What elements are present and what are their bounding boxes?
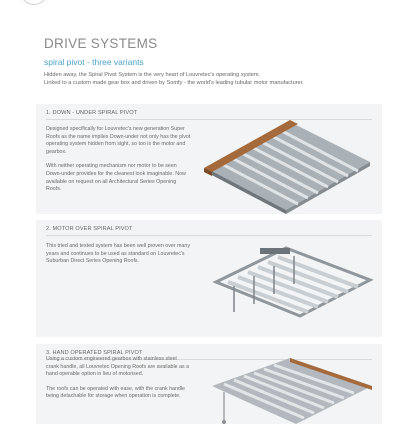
louvre-roof-render — [204, 120, 370, 214]
section-paragraph: Designed specifically for Louvretec's new generation Super Roofs as the name implies Down-under not only has the pivot operating system hidden from sight, so too is the motor and gearbox. — [46, 126, 191, 155]
section-motor-over-spiral-pivot — [36, 220, 382, 337]
section-body — [46, 126, 191, 201]
section-paragraph: This tried and tested system has been well proven over many years and continues to be used as standard on Louvretec's Suburban Direct Series Opening Roofs. — [46, 243, 190, 265]
section-body — [46, 356, 191, 408]
brand-logo-mark — [20, 0, 48, 5]
section-heading: 1. DOWN - UNDER SPIRAL PIVOT — [46, 110, 138, 116]
motor-over-pivot-illustration — [212, 242, 374, 334]
intro-text — [44, 71, 384, 88]
section-hand-operated-spiral-pivot — [36, 344, 382, 424]
intro-line: Hidden away, the Spiral Pivot System is the very heart of Louvretec's operating system. — [44, 72, 261, 78]
intro-line: Linked to a custom made gear box and driven by Somfy - the world's leading tubular motor manufacturer. — [44, 80, 304, 87]
louvre-roof-render — [212, 358, 372, 424]
section-heading: 2. MOTOR OVER SPIRAL PIVOT — [46, 226, 133, 232]
section-heading: 3. HAND OPERATED SPIRAL PIVOT — [46, 350, 143, 356]
down-under-pivot-illustration — [198, 110, 374, 214]
hand-operated-pivot-illustration — [206, 352, 376, 424]
page-subtitle: spiral pivot - three variants — [44, 57, 144, 67]
section-paragraph: Using a custom engineered gearbox with stainless steel crank handle, all Louvretec Opening Roofs are available as a hand operable option in lieu of motorised. — [46, 356, 190, 378]
section-body — [46, 243, 191, 273]
section-down-under-spiral-pivot — [36, 104, 382, 214]
louvre-frame-render — [216, 248, 370, 316]
section-divider — [46, 235, 372, 236]
page-title: DRIVE SYSTEMS — [44, 36, 158, 51]
section-paragraph: The roofs can be operated with ease, with the crank handle being detachable for storage when operation is complete. — [46, 385, 185, 400]
section-paragraph: With neither operating mechanism nor motor to be seen Down-under provides for the cleanest look imaginable. Now available on request on all Architectural Series Opening Roofs. — [46, 163, 186, 193]
